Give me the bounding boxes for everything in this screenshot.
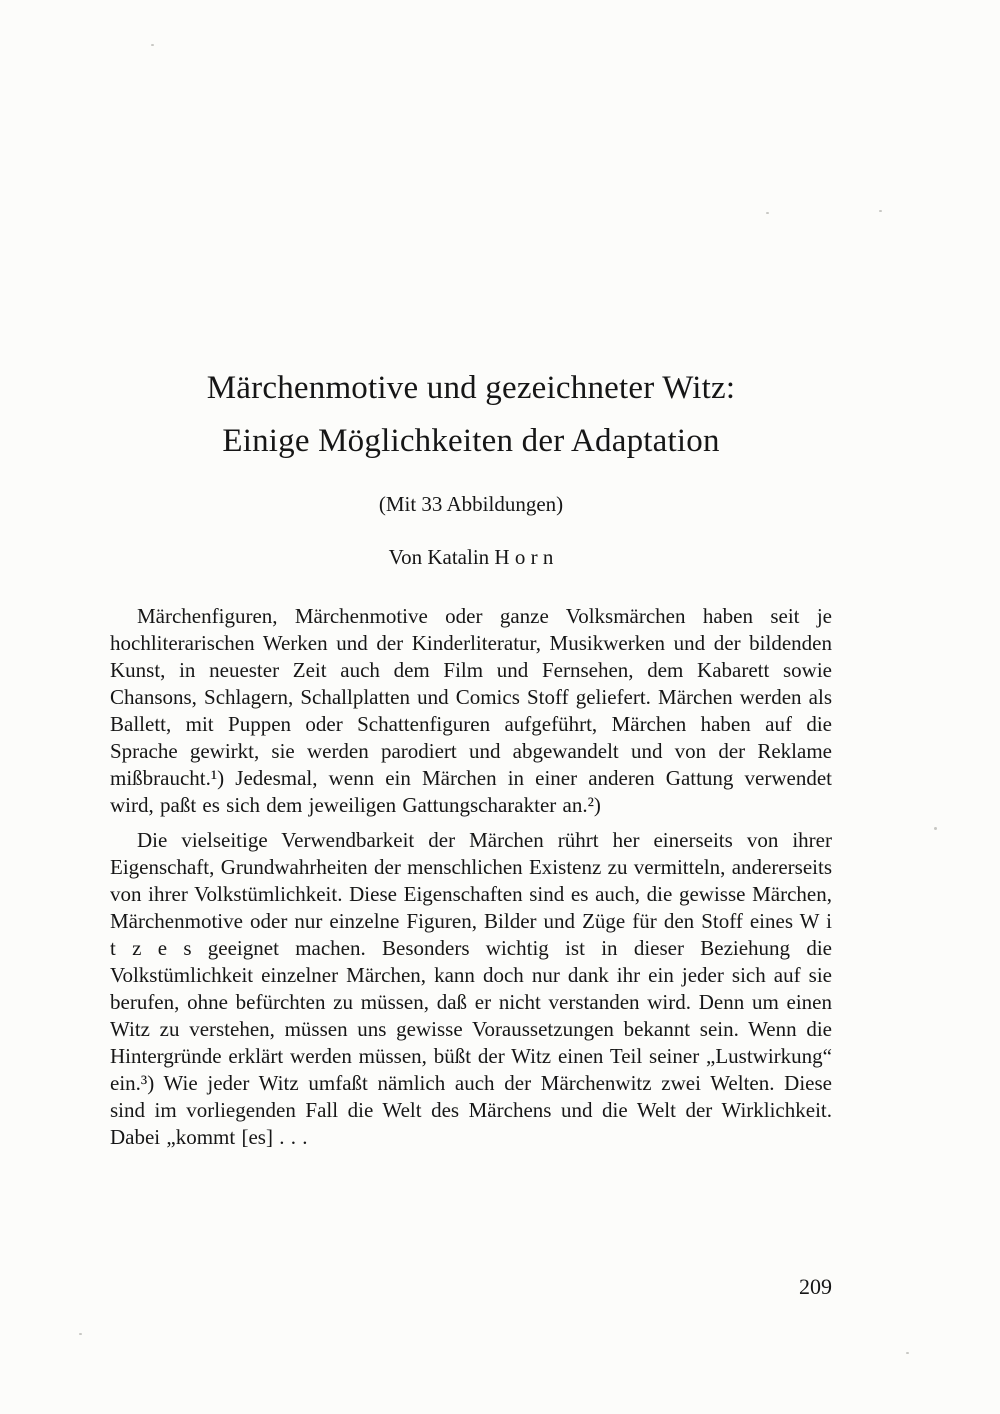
scan-artifact: [766, 212, 769, 214]
scan-artifact: [151, 44, 154, 46]
article-title: [110, 362, 832, 468]
author-byline: Von Katalin H o r n: [388, 545, 554, 569]
scan-artifact: [934, 827, 937, 830]
paragraph-2: Die vielseitige Verwendbarkeit der Märchen rührt her einerseits von ihrer Eigenschaft, Grundwahrheiten der menschlichen Existenz zu vermitteln, andererseits von ihrer Volkstümlichkeit. Diese Eigenschaften sind es auch, die gewisse Märchen, Märchenmotive oder nur einzelne Figuren, Bilder und Züge für den Stoff eines W i t z e s geeignet machen. Besonders wichtig ist in dieser Beziehung die Volkstümlichkeit einzelner Märchen, kann doch nur dank ihr ein jeder sich auf sie berufen, ohne befürchten zu müssen, daß er nicht verstanden wird. Denn um einen Witz zu verstehen, müssen uns gewisse Voraussetzungen bekannt sein. Wenn die Hintergründe erklärt werden müssen, büßt der Witz einen Teil seiner „Lustwirkung“ ein.³) Wie jeder Witz umfaßt nämlich auch der Märchenwitz zwei Welten. Diese sind im vorliegenden Fall die Welt des Märchens und die Welt der Wirklichkeit. Dabei „kommt [es] . . .: [110, 828, 832, 1149]
article-header: [110, 0, 832, 569]
title-line-2: Einige Möglichkeiten der Adaptation: [222, 423, 720, 459]
scan-artifact: [879, 210, 882, 212]
article-body: [110, 603, 832, 1151]
illustrations-note: (Mit 33 Abbildungen): [378, 492, 564, 516]
title-line-1: Märchenmotive und gezeichneter Witz:: [206, 370, 736, 406]
page-number: 209: [799, 1274, 832, 1299]
text-block: [110, 0, 832, 1151]
scan-artifact: [906, 1352, 909, 1354]
scan-artifact: [79, 1333, 82, 1335]
paragraph-1: Märchenfiguren, Märchenmotive oder ganze Volksmärchen haben seit je hochliterarischen Werken und der Kinderliteratur, Musikwerken und der bildenden Kunst, in neuester Zeit auch dem Film und Fernsehen, dem Kabarett sowie Chansons, Schlagern, Schallplatten und Comics Stoff geliefert. Märchen werden als Ballett, mit Puppen oder Schattenfiguren aufgeführt, Märchen haben auf die Sprache gewirkt, sie werden parodiert und abgewandelt und von der Reklame mißbraucht.¹) Jedesmal, wenn ein Märchen in einer anderen Gattung verwendet wird, paßt es sich dem jeweiligen Gattungscharakter an.²): [110, 604, 832, 817]
